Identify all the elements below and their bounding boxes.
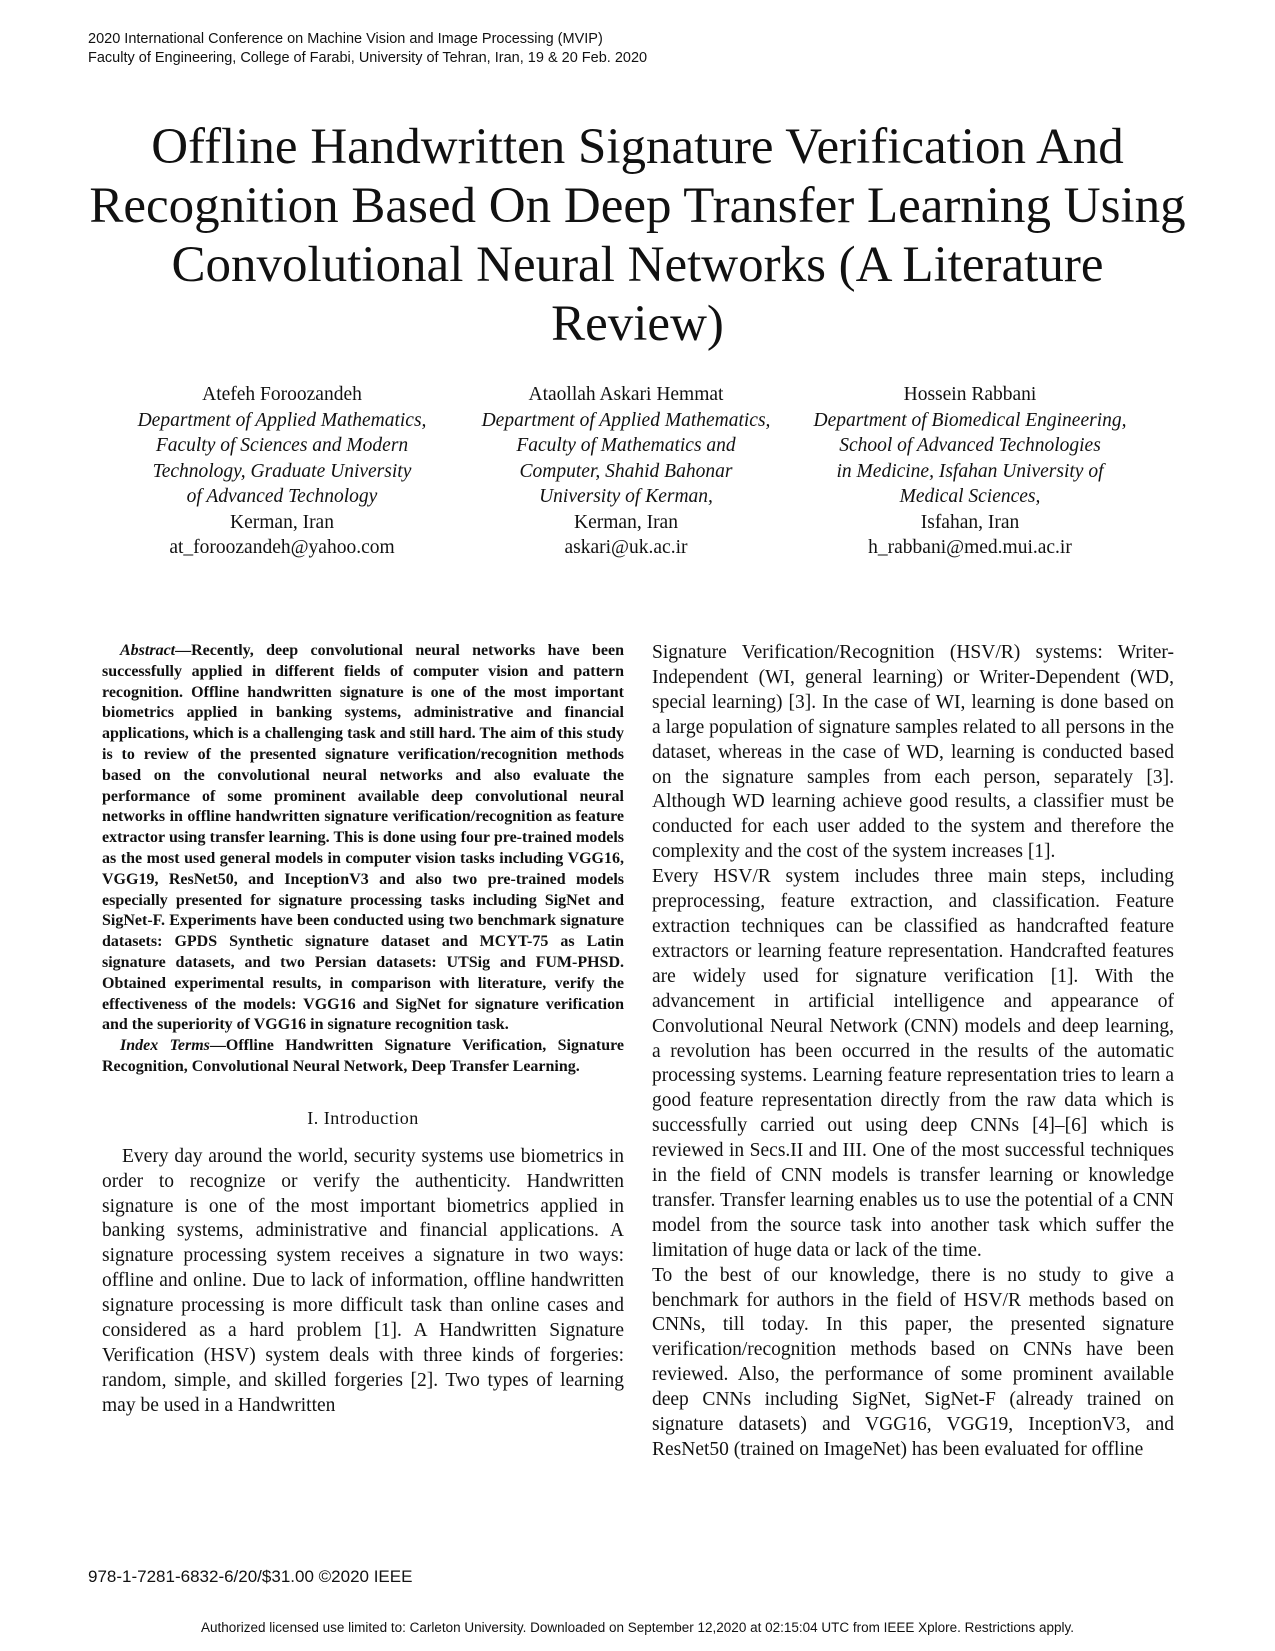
author-affiliation-line: University of Kerman,: [539, 486, 713, 507]
author-block: [117, 382, 447, 561]
author-email: at_foroozandeh@yahoo.com: [169, 537, 395, 558]
author-affiliation-line: Medical Sciences,: [899, 486, 1041, 507]
left-column: [102, 641, 624, 1419]
intro-paragraph: Signature Verification/Recognition (HSV/R) systems: Writer-Independent (WI, general learning) or Writer-Dependent (WD, special learning) [3]. In the case of WI, learning is done based on a large population of signature samples related to all persons in the dataset, whereas in the case of WD, learning is conducted based on the signature samples from each person, separately [3]. Although WD learning achieve good results, a classifier must be conducted for each user added to the system and therefore the complexity and the cost of the system increases [1].: [652, 642, 1174, 863]
author-affiliation-line: School of Advanced Technologies: [839, 435, 1101, 456]
abstract: Abstract—Recently, deep convolutional neural networks have been successfully applied in different fields of computer vision and pattern recognition. Offline handwritten signature is one of the most important biometrics applied in banking systems, administrative and financial applications, which is a challenging task and still hard. The aim of this study is to review of the presented signature verification/recognition methods based on the convolutional neural networks and also evaluate the performance of some prominent available deep convolutional neural networks in offline handwritten signature verification/recognition as feature extractor using transfer learning. This is done using four pre-trained models as the most used general models in computer vision tasks including VGG16, VGG19, ResNet50, and InceptionV3 and also two pre-trained models especially presented for signature processing tasks including SigNet and SigNet-F. Experiments have been conducted using two benchmark signature datasets: GPDS Synthetic signature dataset and MCYT-75 as Latin signature datasets, and two Persian datasets: UTSig and FUM-PHSD. Obtained experimental results, in comparison with literature, verify the effectiveness of the models: VGG16 and SigNet for signature verification and the superiority of VGG16 in signature recognition task.: [102, 642, 624, 1034]
intro-paragraph: To the best of our knowledge, there is no study to give a benchmark for authors in the field of HSV/R methods based on CNNs, till today. In this paper, the presented signature verification/recognition methods based on CNNs have been reviewed. Also, the performance of some prominent available deep CNNs including SigNet, SigNet-F (already trained on signature datasets) and VGG16, VGG19, InceptionV3, and ResNet50 (trained on ImageNet) has been evaluated for offline: [652, 1264, 1174, 1460]
author-affiliation-line: Computer, Shahid Bahonar: [519, 460, 733, 482]
author-name: Ataollah Askari Hemmat: [528, 384, 724, 405]
author-location: Kerman, Iran: [230, 511, 334, 533]
conference-line: 2020 International Conference on Machine Vision and Image Processing (MVIP): [88, 31, 603, 47]
author-email: h_rabbani@med.mui.ac.ir: [868, 537, 1072, 558]
intro-paragraph: Every HSV/R system includes three main steps, including preprocessing, feature extraction, and classification. Feature extraction techniques can be classified as handcrafted feature extractors or learning feature representation. Handcrafted features are widely used for signature verification [1]. With the advancement in artificial intelligence and appearance of Convolutional Neural Network (CNN) models and deep learning, a revolution has been occurred in the results of the automatic processing systems. Learning feature representation tries to learn a good feature representation directly from the raw data which is successfully carried out using deep CNNs [4]–[6] which is reviewed in Secs.II and III. One of the most successful techniques in the field of CNN models is transfer learning or knowledge transfer. Transfer learning enables us to use the potential of a CNN model from the source task into another task which suffer the limitation of huge data or lack of the time.: [652, 866, 1174, 1261]
right-column: [652, 641, 1174, 1463]
intro-paragraph: Every day around the world, security systems use biometrics in order to recognize or verify the authenticity. Handwritten signature is one of the most important biometrics applied in banking systems, administrative and financial applications. A signature processing system receives a signature in two ways: offline and online. Due to lack of information, offline handwritten signature processing is more difficult task than online cases and considered as a hard problem [1]. A Handwritten Signature Verification (HSV) system deals with three kinds of forgeries: random, simple, and skilled forgeries [2]. Two types of learning may be used in a Handwritten: [102, 1145, 624, 1416]
author-affiliation-line: Faculty of Mathematics and: [516, 435, 736, 456]
conference-header: [88, 30, 647, 68]
author-affiliation-line: Department of Applied Mathematics,: [481, 409, 771, 431]
author-affiliation-line: Department of Applied Mathematics,: [137, 409, 427, 431]
paper-title: Offline Handwritten Signature Verification And Recognition Based On Deep Transfer Learning Using Convolutional Neural Networks (A Literature Review): [89, 119, 1186, 352]
author-affiliation-line: Faculty of Sciences and Modern: [155, 435, 409, 456]
section-heading-introduction: I. Introduction: [307, 1107, 419, 1128]
author-affiliation-line: in Medicine, Isfahan University of: [836, 460, 1104, 482]
author-email: askari@uk.ac.ir: [564, 537, 688, 558]
author-name: Atefeh Foroozandeh: [202, 384, 362, 405]
index-terms-text: Offline Handwritten Signature Verification, Signature Recognition, Convolutional Neural Network, Deep Transfer Learning.: [102, 1037, 624, 1075]
license-notice: Authorized licensed use limited to: Carleton University. Downloaded on September 12,2020 at 02:15:04 UTC from IEEE Xplore. Restrictions apply.: [201, 1620, 1074, 1635]
author-affiliation-line: Department of Biomedical Engineering,: [813, 409, 1127, 431]
author-location: Kerman, Iran: [574, 511, 678, 533]
index-terms-label: Index Terms: [120, 1037, 210, 1055]
venue-line: Faculty of Engineering, College of Farabi, University of Tehran, Iran, 19 & 20 Feb. 2020: [88, 50, 648, 66]
index-terms: Index Terms—Offline Handwritten Signature Verification, Signature Recognition, Convolutional Neural Network, Deep Transfer Learning.: [102, 1037, 624, 1075]
abstract-label: Abstract: [120, 642, 176, 659]
copyright-line: 978-1-7281-6832-6/20/$31.00 ©2020 IEEE: [88, 1567, 413, 1586]
author-name: Hossein Rabbani: [903, 384, 1037, 405]
author-affiliation-line: Technology, Graduate University: [152, 460, 412, 482]
author-block: [805, 382, 1135, 561]
abstract-text: Recently, deep convolutional neural networks have been successfully applied in different fields of computer vision and pattern recognition. Offline handwritten signature is one of the most important biometrics applied in banking systems, administrative and financial applications, which is a challenging task and still hard. The aim of this study is to review of the presented signature verification/recognition methods based on the convolutional neural networks and also evaluate the performance of some prominent available deep convolutional neural networks in offline handwritten signature verification/recognition as feature extractor using transfer learning. This is done using four pre-trained models as the most used general models in computer vision tasks including VGG16, VGG19, ResNet50, and InceptionV3 and also two pre-trained models especially presented for signature processing tasks including SigNet and SigNet-F. Experiments have been conducted using two benchmark signature datasets: GPDS Synthetic signature dataset and MCYT-75 as Latin signature datasets, and two Persian datasets: UTSig and FUM-PHSD. Obtained experimental results, in comparison with literature, verify the effectiveness of the models: VGG16 and SigNet for signature verification and the superiority of VGG16 in signature recognition task.: [102, 642, 624, 1034]
author-location: Isfahan, Iran: [920, 511, 1020, 533]
author-block: [461, 382, 791, 561]
author-affiliation-line: of Advanced Technology: [186, 486, 378, 507]
